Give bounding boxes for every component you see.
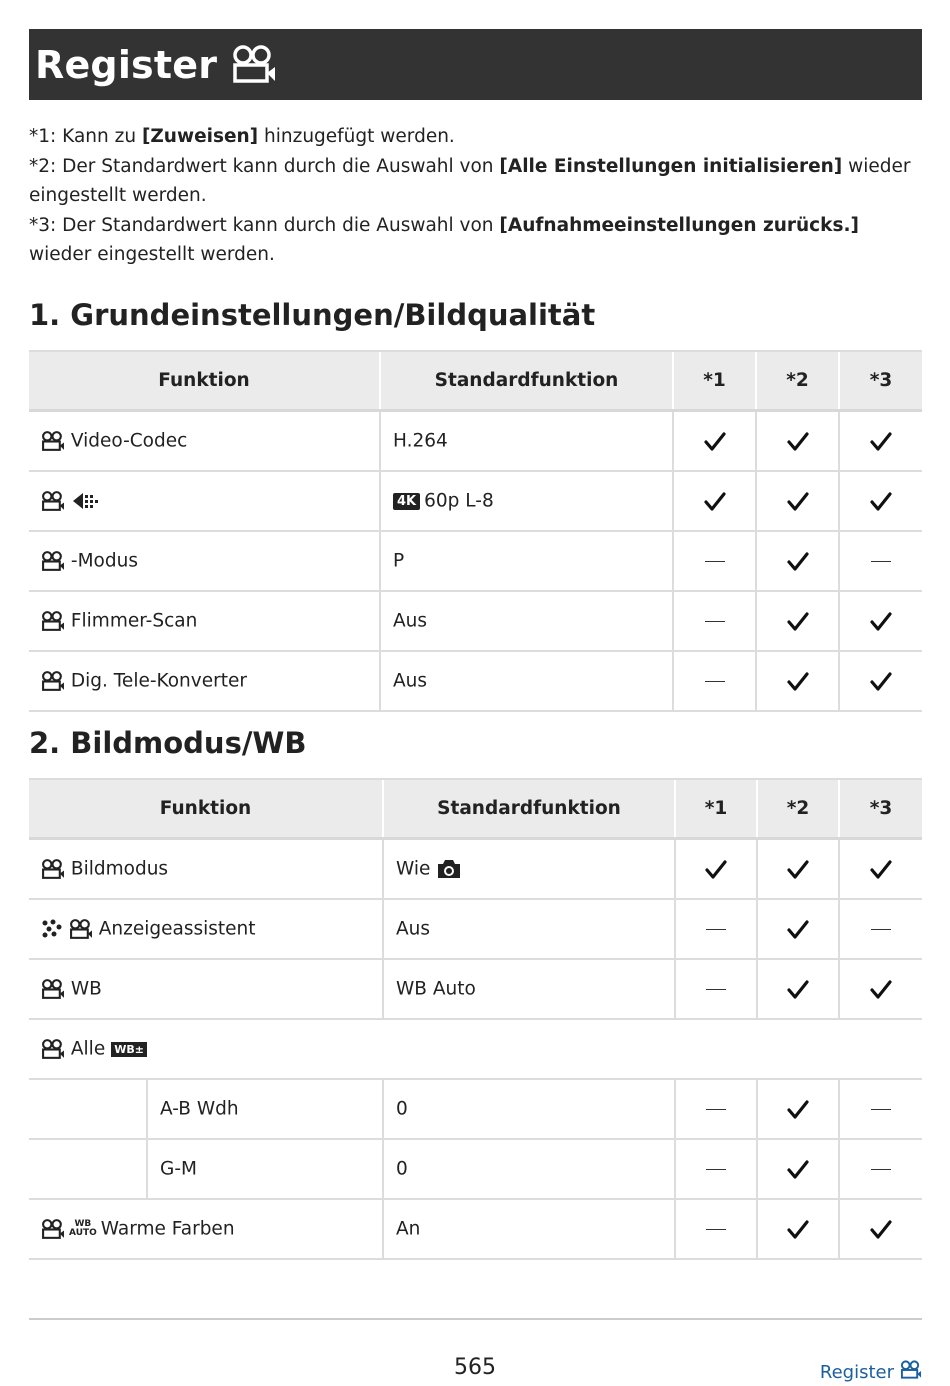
sub-function-cell <box>147 1139 383 1199</box>
table-subrow <box>29 1139 922 1199</box>
4k-badge: 4K <box>393 493 420 510</box>
check-icon <box>787 1160 809 1180</box>
col-1: *1 <box>675 779 757 839</box>
function-cell <box>29 411 380 472</box>
default-value-cell <box>380 531 673 591</box>
sub-function-cell <box>147 1079 383 1139</box>
movie-camera-icon <box>41 1039 65 1060</box>
dash-icon <box>871 1169 891 1170</box>
footer-divider <box>29 1318 922 1320</box>
table-bildmodus-wb <box>29 778 922 1260</box>
movie-camera-icon <box>41 611 65 632</box>
function-cell <box>29 531 380 591</box>
camera-icon <box>436 858 462 880</box>
section-1-heading: 1. Grundeinstellungen/Bildqualität <box>29 298 596 332</box>
mark-col-2 <box>756 591 839 651</box>
dash-icon <box>871 561 891 562</box>
default-value: P <box>393 550 405 572</box>
col-2: *2 <box>757 779 839 839</box>
col-3: *3 <box>839 351 922 411</box>
table-row-group <box>29 1019 922 1079</box>
page-header <box>29 29 922 100</box>
mark-col-1 <box>675 959 757 1019</box>
col-standardfunktion: Standardfunktion <box>383 779 675 839</box>
mark-col-3 <box>839 1079 922 1139</box>
check-icon <box>787 1220 809 1240</box>
footer-register-link[interactable] <box>820 1360 922 1385</box>
footnote-3: *3: Der Standardwert kann durch die Auswahl von [Aufnahmeeinstellungen zurücks.] wieder eingestellt werden. <box>29 214 859 265</box>
col-funktion: Funktion <box>29 779 383 839</box>
movie-camera-icon <box>41 979 65 1000</box>
default-value: Aus <box>393 610 428 632</box>
check-icon <box>787 980 809 1000</box>
movie-camera-icon <box>41 1219 65 1240</box>
function-label: Alle <box>70 1038 106 1060</box>
col-funktion: Funktion <box>29 351 380 411</box>
mark-col-2 <box>756 651 839 711</box>
table-row <box>29 651 922 711</box>
mark-col-2 <box>757 899 839 959</box>
check-icon <box>870 980 892 1000</box>
mark-col-1 <box>675 839 757 900</box>
table-row <box>29 899 922 959</box>
mark-col-3 <box>839 411 922 472</box>
default-value: Wie <box>396 858 431 880</box>
default-value: Aus <box>396 918 431 940</box>
default-value-cell <box>383 1199 675 1259</box>
default-value: An <box>396 1218 421 1240</box>
table-row <box>29 959 922 1019</box>
page-title: Register <box>35 42 218 87</box>
dash-icon <box>706 1169 726 1170</box>
mark-col-3 <box>839 591 922 651</box>
image-quality-icon <box>71 491 101 511</box>
check-icon <box>787 920 809 940</box>
check-icon <box>787 1100 809 1120</box>
mark-col-3 <box>839 899 922 959</box>
mark-col-2 <box>756 531 839 591</box>
function-label: WB <box>70 978 102 1000</box>
function-cell <box>29 1199 383 1259</box>
dash-icon <box>871 1109 891 1110</box>
check-icon <box>787 432 809 452</box>
mark-col-2 <box>757 1199 839 1259</box>
mark-col-3 <box>839 839 922 900</box>
mark-col-2 <box>756 411 839 472</box>
default-value-cell <box>383 959 675 1019</box>
dash-icon <box>706 989 726 990</box>
dash-icon <box>706 1229 726 1230</box>
mark-col-2 <box>757 1079 839 1139</box>
check-icon <box>870 672 892 692</box>
col-1: *1 <box>673 351 756 411</box>
function-label: Bildmodus <box>70 858 169 880</box>
col-3: *3 <box>839 779 922 839</box>
check-icon <box>705 860 727 880</box>
mark-col-1 <box>673 651 756 711</box>
default-value-cell <box>380 411 673 472</box>
wb-compensation-badge: WB± <box>111 1042 147 1057</box>
function-label: Video-Codec <box>70 430 188 452</box>
movie-camera-icon <box>900 1360 922 1385</box>
check-icon <box>787 860 809 880</box>
indent-cell <box>29 1079 147 1139</box>
check-icon <box>870 612 892 632</box>
function-label: Dig. Tele-Konverter <box>70 670 247 692</box>
mark-col-3 <box>839 1139 922 1199</box>
default-value: 0 <box>396 1158 408 1180</box>
default-value-cell <box>383 899 675 959</box>
mark-col-3 <box>839 959 922 1019</box>
table-row <box>29 591 922 651</box>
dash-icon <box>705 681 725 682</box>
check-icon <box>787 672 809 692</box>
movie-camera-icon <box>69 919 93 940</box>
table-row <box>29 1199 922 1259</box>
mark-col-2 <box>757 839 839 900</box>
function-cell <box>29 839 383 900</box>
function-cell <box>29 1019 922 1079</box>
mark-col-1 <box>675 1139 757 1199</box>
mark-col-2 <box>756 471 839 531</box>
mark-col-1 <box>675 899 757 959</box>
display-assist-icon <box>41 919 63 939</box>
mark-col-3 <box>839 471 922 531</box>
check-icon <box>870 432 892 452</box>
mark-col-3 <box>839 531 922 591</box>
function-cell <box>29 591 380 651</box>
mark-col-1 <box>673 411 756 472</box>
mark-col-1 <box>673 531 756 591</box>
check-icon <box>870 492 892 512</box>
dash-icon <box>705 621 725 622</box>
function-label: Warme Farben <box>100 1218 235 1240</box>
footer-link-label: Register <box>819 1362 894 1383</box>
sub-function-label: G-M <box>160 1158 197 1180</box>
function-cell <box>29 899 383 959</box>
mark-col-3 <box>839 1199 922 1259</box>
page-number: 565 <box>454 1355 496 1380</box>
table-row <box>29 411 922 472</box>
default-value-cell <box>383 839 675 900</box>
table-header-row <box>29 351 922 411</box>
check-icon <box>787 492 809 512</box>
mark-col-1 <box>675 1199 757 1259</box>
table-row <box>29 839 922 900</box>
check-icon <box>787 552 809 572</box>
col-2: *2 <box>756 351 839 411</box>
section-2-heading: 2. Bildmodus/WB <box>29 726 307 760</box>
check-icon <box>787 612 809 632</box>
default-value-cell <box>383 1079 675 1139</box>
default-value: 0 <box>396 1098 408 1120</box>
table-subrow <box>29 1079 922 1139</box>
default-value: WB Auto <box>396 978 476 1000</box>
indent-cell <box>29 1139 147 1199</box>
dash-icon <box>871 929 891 930</box>
function-label: -Modus <box>70 550 138 572</box>
movie-camera-icon <box>41 551 65 572</box>
dash-icon <box>706 1109 726 1110</box>
movie-camera-icon <box>41 491 65 512</box>
table-grundeinstellungen <box>29 350 922 712</box>
check-icon <box>870 860 892 880</box>
table-row <box>29 531 922 591</box>
table-row <box>29 471 922 531</box>
wb-auto-icon: WB AUTO <box>69 1219 97 1239</box>
mark-col-1 <box>673 471 756 531</box>
dash-icon <box>705 561 725 562</box>
movie-camera-icon <box>41 859 65 880</box>
movie-camera-icon <box>41 671 65 692</box>
sub-function-label: A-B Wdh <box>160 1098 239 1120</box>
function-label: Anzeigeassistent <box>98 918 256 940</box>
footnote-1: *1: Kann zu [Zuweisen] hinzugefügt werden. <box>29 126 455 147</box>
mark-col-3 <box>839 651 922 711</box>
default-value-cell <box>383 1139 675 1199</box>
default-value-cell <box>380 471 673 531</box>
movie-camera-icon <box>231 45 277 85</box>
mark-col-1 <box>675 1079 757 1139</box>
dash-icon <box>706 929 726 930</box>
mark-col-2 <box>757 1139 839 1199</box>
movie-camera-icon <box>41 431 65 452</box>
col-standardfunktion: Standardfunktion <box>380 351 673 411</box>
check-icon <box>870 1220 892 1240</box>
default-value-cell <box>380 651 673 711</box>
footnotes <box>29 122 922 270</box>
check-icon <box>704 432 726 452</box>
mark-col-1 <box>673 591 756 651</box>
function-label: Flimmer-Scan <box>70 610 198 632</box>
table-header-row <box>29 779 922 839</box>
default-value-cell <box>380 591 673 651</box>
function-cell <box>29 959 383 1019</box>
default-value: Aus <box>393 670 428 692</box>
mark-col-2 <box>757 959 839 1019</box>
check-icon <box>704 492 726 512</box>
default-value: H.264 <box>393 430 448 452</box>
function-cell <box>29 471 380 531</box>
default-value: 60p L-8 <box>424 490 494 512</box>
footnote-2: *2: Der Standardwert kann durch die Auswahl von [Alle Einstellungen initialisieren] wieder eingestellt werden. <box>29 155 911 206</box>
function-cell <box>29 651 380 711</box>
